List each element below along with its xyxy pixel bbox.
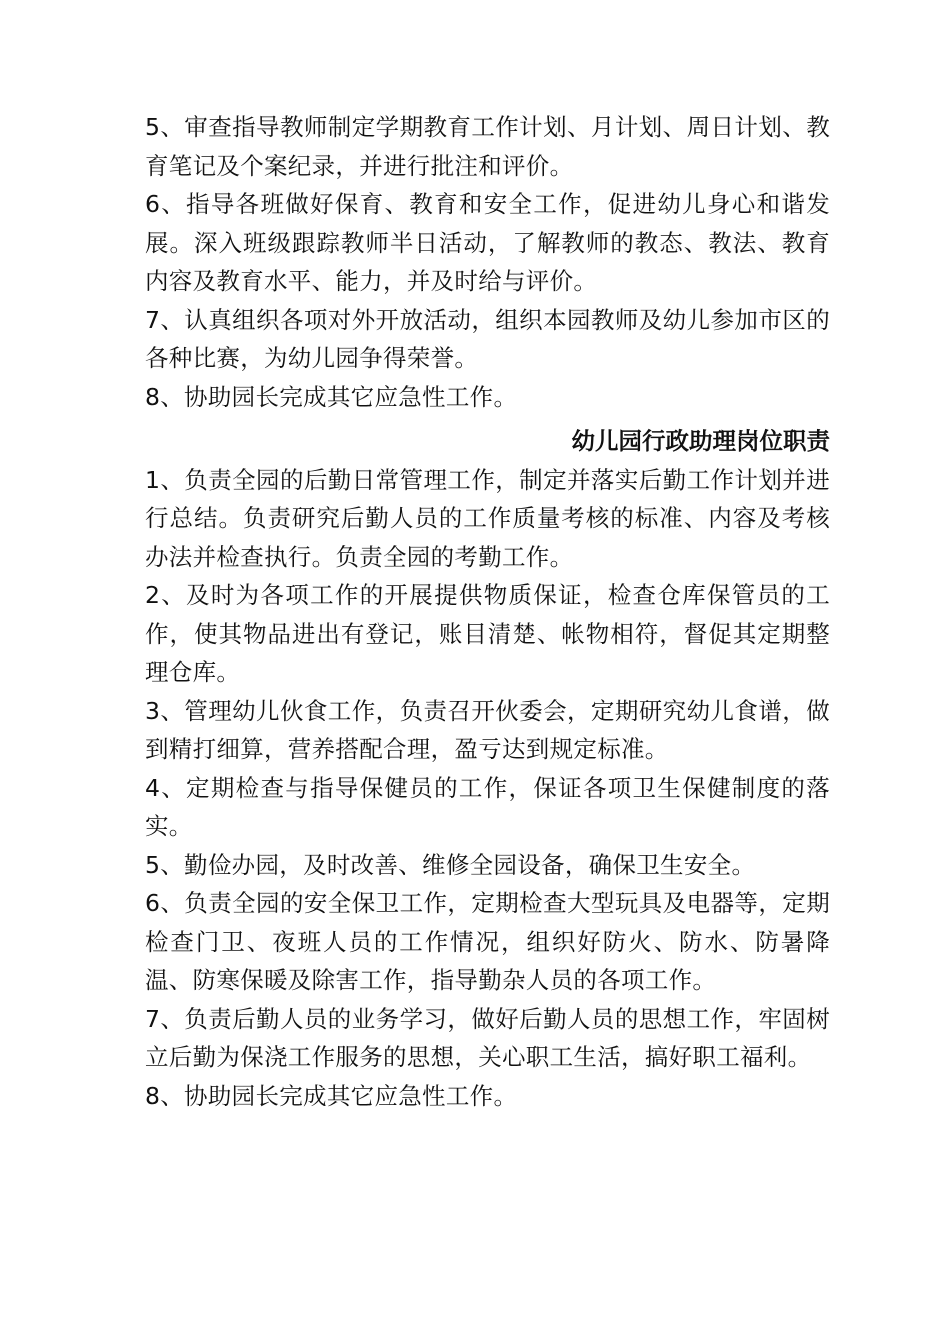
section-one: [145, 108, 830, 416]
duty-item-7: 7、认真组织各项对外开放活动，组织本园教师及幼儿参加市区的各种比赛，为幼儿园争得荣誉。: [145, 305, 830, 372]
admin-duty-item-8: 8、协助园长完成其它应急性工作。: [145, 1081, 518, 1110]
admin-duty-item-7: 7、负责后勤人员的业务学习，做好后勤人员的思想工作，牢固树立后勤为保浇工作服务的思想，关心职工生活，搞好职工福利。: [145, 1004, 830, 1071]
duty-item-6: 6、指导各班做好保育、教育和安全工作，促进幼儿身心和谐发展。深入班级跟踪教师半日活动，了解教师的教态、教法、教育内容及教育水平、能力，并及时给与评价。: [145, 190, 830, 295]
admin-duty-item-3: 3、管理幼儿伙食工作，负责召开伙委会，定期研究幼儿食谱，做到精打细算，营养搭配合理，盈亏达到规定标准。: [145, 696, 830, 763]
duty-item-8: 8、协助园长完成其它应急性工作。: [145, 382, 518, 411]
duty-item-5: 5、审查指导教师制定学期教育工作计划、月计划、周日计划、教育笔记及个案纪录，并进行批注和评价。: [145, 113, 830, 180]
section-title: 幼儿园行政助理岗位职责: [571, 427, 830, 455]
admin-duty-item-1: 1、负责全园的后勤日常管理工作，制定并落实后勤工作计划并进行总结。负责研究后勤人员的工作质量考核的标准、内容及考核办法并检查执行。负责全园的考勤工作。: [145, 465, 830, 571]
section-two: [145, 422, 830, 1115]
admin-duty-item-6: 6、负责全园的安全保卫工作，定期检查大型玩具及电器等，定期检查门卫、夜班人员的工作情况，组织好防火、防水、防暑降温、防寒保暖及除害工作，指导勤杂人员的各项工作。: [145, 889, 830, 994]
admin-duty-item-2: 2、及时为各项工作的开展提供物质保证，检查仓库保管员的工作，使其物品进出有登记，账目清楚、帐物相符，督促其定期整理仓库。: [145, 581, 830, 686]
admin-duty-item-4: 4、定期检查与指导保健员的工作，保证各项卫生保健制度的落实。: [145, 773, 830, 840]
admin-duty-item-5: 5、勤俭办园，及时改善、维修全园设备，确保卫生安全。: [145, 850, 756, 879]
